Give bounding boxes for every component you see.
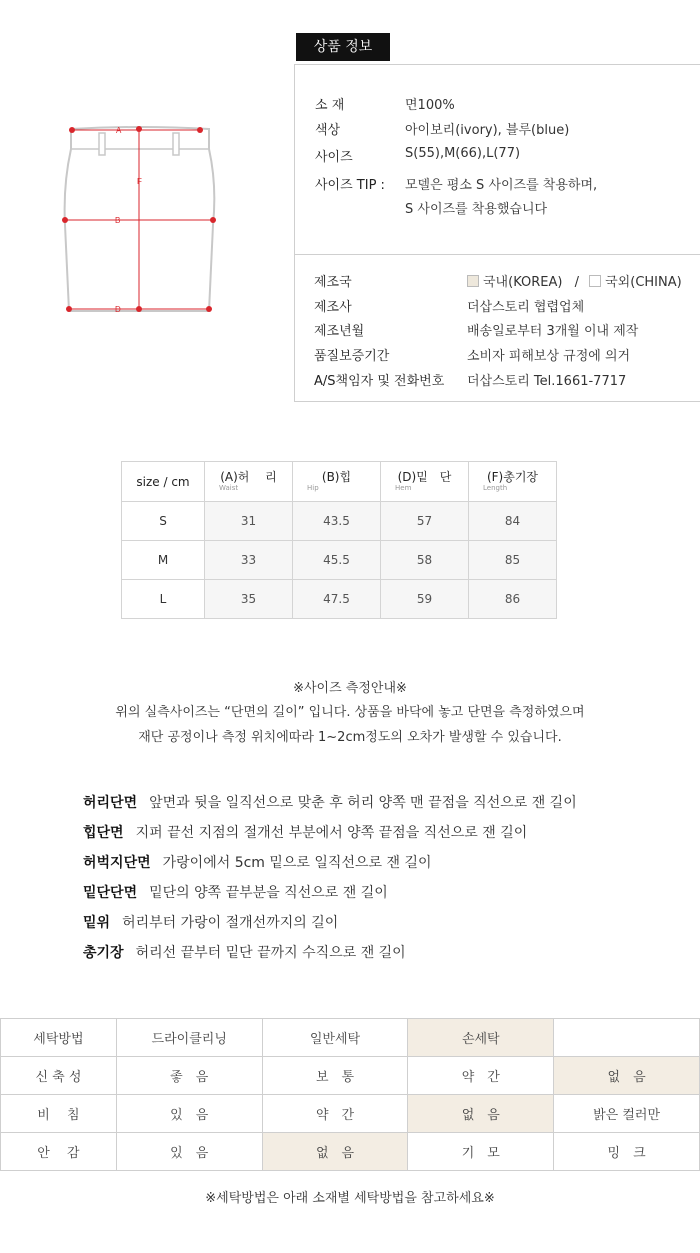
measure-label-b: B [115,216,121,225]
value-cell: 47.5 [293,580,381,619]
definition-waist [83,792,577,812]
value-cell: 84 [469,502,557,541]
value-cell: 85 [469,541,557,580]
size-table-header-size: size / cm [122,462,205,502]
definition-hem [83,882,388,902]
wash-cell [554,1019,700,1057]
measure-label-f: F [137,177,142,186]
measure-label-a: A [116,126,122,135]
definition-term: 밑단단면 [83,885,138,901]
size-guide-line-2: 재단 공정이나 측정 위치에따라 1~2cm정도의 오차가 발생할 수 있습니다. [138,730,562,745]
wash-cell: 좋 음 [116,1057,262,1095]
size-table-header-hem: (D)밑 단 Hem [381,462,469,502]
definition-desc: 밑단의 양쪽 끝부분을 직선으로 잰 길이 [149,885,388,901]
mfg-label-warranty: 품질보증기간 [314,349,390,364]
wash-cell: 안 감 [1,1133,117,1171]
spec-label-size-tip: 사이즈 TIP : [315,178,385,193]
country-separator: / [574,275,579,290]
size-cell: L [122,580,205,619]
checkbox-korea[interactable] [467,275,479,287]
country-china-label: 국외(CHINA) [605,275,682,290]
value-cell: 35 [205,580,293,619]
spec-value-size: S(55),M(66),L(77) [405,146,521,161]
value-cell: 59 [381,580,469,619]
size-table-header-waist: (A)허 리 Waist [205,462,293,502]
wash-cell: 밍 크 [554,1133,700,1171]
size-table [121,461,557,619]
size-table-header-length: (F)총기장 Length [469,462,557,502]
wash-cell-highlighted: 손세탁 [408,1019,554,1057]
definition-term: 힙단면 [83,825,124,841]
wash-cell: 일반세탁 [262,1019,408,1057]
measure-dot-a-left [69,127,75,133]
table-row [1,1057,700,1095]
measure-dot-a-right [197,127,203,133]
value-cell: 86 [469,580,557,619]
skirt-measurement-diagram [55,115,225,325]
value-cell: 58 [381,541,469,580]
mfg-label-date: 제조년월 [314,324,365,339]
mfg-label-maker: 제조사 [314,300,352,315]
wash-cell: 약 간 [408,1057,554,1095]
table-row [1,1133,700,1171]
definition-term: 허벅지단면 [83,855,151,871]
definition-desc: 가랑이에서 5cm 밑으로 일직선으로 잰 길이 [162,855,432,871]
wash-cell: 기 모 [408,1133,554,1171]
definition-rise [83,912,338,932]
size-cell: S [122,502,205,541]
measure-dot-f-top [136,126,142,132]
wash-cell: 드라이클리닝 [116,1019,262,1057]
size-table-header-hip: (B)힙 Hip [293,462,381,502]
wash-cell: 보 통 [262,1057,408,1095]
wash-cell: 있 음 [116,1133,262,1171]
washing-note: ※세탁방법은 아래 소재별 세탁방법을 참고하세요※ [205,1191,495,1206]
spec-value-size-tip-1: 모델은 평소 S 사이즈를 착용하며, [405,178,598,193]
definition-desc: 앞면과 뒷을 일직선으로 맞춘 후 허리 양쪽 맨 끝점을 직선으로 잰 길이 [149,795,577,811]
measure-dot-b-left [62,217,68,223]
definition-desc: 지퍼 끝선 지점의 절개선 부분에서 양쪽 끝점을 직선으로 잰 길이 [135,825,528,841]
mfg-value-warranty: 소비자 피해보상 규정에 의거 [467,349,631,364]
definition-term: 총기장 [83,945,124,961]
value-cell: 45.5 [293,541,381,580]
checkbox-china[interactable] [589,275,601,287]
definition-term: 밑위 [83,915,111,931]
size-table-header-row [122,462,557,502]
mfg-value-as: 더삽스토리 Tel.1661-7717 [467,374,627,389]
measure-dot-d-left [66,306,72,312]
measure-label-d: D [115,305,121,314]
mfg-value-date: 배송일로부터 3개월 이내 제작 [467,324,639,339]
mfg-label-country: 제조국 [314,275,352,290]
value-cell: 33 [205,541,293,580]
spec-label-size: 사이즈 [315,150,353,165]
size-guide-title: ※사이즈 측정안내※ [293,681,407,696]
mfg-label-as: A/S책임자 및 전화번호 [314,374,445,389]
definition-term: 허리단면 [83,795,138,811]
wash-cell-highlighted: 없 음 [554,1057,700,1095]
table-row [1,1095,700,1133]
spec-value-color: 아이보리(ivory), 블루(blue) [405,123,570,138]
spec-label-material: 소 재 [315,98,345,113]
mfg-value-country [467,271,682,290]
value-cell: 31 [205,502,293,541]
washing-table [0,1018,700,1171]
spec-value-material: 면100% [405,98,455,113]
mfg-value-maker: 더삽스토리 협렵업체 [467,300,585,315]
wash-cell: 비 침 [1,1095,117,1133]
table-row [122,541,557,580]
wash-cell-highlighted: 없 음 [408,1095,554,1133]
spec-label-color: 색상 [315,123,341,138]
definition-thigh [83,852,432,872]
product-info-tab: 상품 정보 [296,33,390,61]
definition-hip [83,822,527,842]
value-cell: 43.5 [293,502,381,541]
table-row [1,1019,700,1057]
measure-dot-b-right [210,217,216,223]
definition-length [83,942,406,962]
country-korea-label: 국내(KOREA) [483,275,563,290]
belt-loop-left [99,133,105,155]
table-row [122,502,557,541]
table-row [122,580,557,619]
wash-cell: 약 간 [262,1095,408,1133]
belt-loop-right [173,133,179,155]
size-guide-line-1: 위의 실측사이즈는 “단면의 길이” 입니다. 상품을 바닥에 놓고 단면을 측정하였으며 [115,705,585,720]
wash-cell: 세탁방법 [1,1019,117,1057]
wash-cell: 밝은 컬러만 [554,1095,700,1133]
definition-desc: 허리부터 가랑이 절개선까지의 길이 [122,915,339,931]
wash-cell-highlighted: 없 음 [262,1133,408,1171]
product-info-divider [295,254,700,255]
wash-cell: 있 음 [116,1095,262,1133]
wash-cell: 신 축 성 [1,1057,117,1095]
spec-value-size-tip-2: S 사이즈를 착용했습니다 [405,202,548,217]
definition-desc: 허리선 끝부터 밑단 끝까지 수직으로 잰 길이 [135,945,406,961]
value-cell: 57 [381,502,469,541]
size-cell: M [122,541,205,580]
measure-dot-d-right [206,306,212,312]
